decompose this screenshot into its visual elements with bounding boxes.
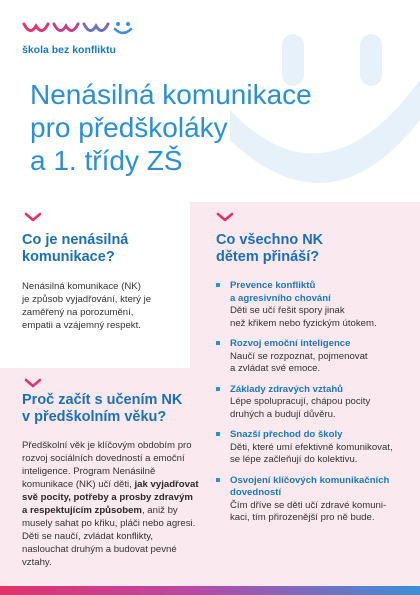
benefit-title: Rozvoj emoční inteligence bbox=[230, 338, 351, 349]
benefit-desc: Děti se učí řešit spory jinak než křikem nebo fyzickým útokem. bbox=[230, 305, 377, 329]
benefit-desc: Děti, které umí efektivně komunikovat, se lépe začleňují do kolektivu. bbox=[230, 441, 393, 465]
logo-wave-icon bbox=[22, 18, 142, 40]
bullet-icon bbox=[216, 283, 220, 287]
benefit-item bbox=[216, 338, 406, 376]
benefit-title: Prevence konfliktů a agresivního chování bbox=[230, 280, 331, 304]
benefit-desc: Čím dříve se děti učí zdravé komuni- kaci, tím přirozenější pro ně bude. bbox=[230, 499, 387, 523]
benefit-item bbox=[216, 384, 406, 422]
benefit-item bbox=[216, 475, 406, 525]
section-body: Nenásilná komunikace (NK) je způsob vyjadřování, který je zaměřený na porozumění, empatii a vzájemný respekt. bbox=[22, 281, 152, 331]
gradient-footer-bar bbox=[0, 586, 420, 595]
benefit-item bbox=[216, 280, 406, 330]
title-line: Nenásilná komunikace bbox=[30, 79, 312, 110]
title-line: a 1. třídy ZŠ bbox=[30, 145, 183, 176]
bullet-icon bbox=[216, 478, 220, 482]
logo bbox=[22, 18, 162, 56]
bullet-icon bbox=[216, 432, 220, 436]
page-title bbox=[30, 78, 330, 177]
section-why-preschool bbox=[22, 392, 200, 569]
title-line: pro předškoláky bbox=[30, 112, 228, 143]
benefit-title: Osvojení klíčových komunikačních dovedností bbox=[230, 474, 390, 498]
chevron-down-icon bbox=[216, 212, 234, 222]
section-benefits bbox=[216, 232, 406, 533]
section-heading: Co všechno NK dětem přináší? bbox=[216, 232, 324, 265]
benefit-title: Základy zdravých vztahů bbox=[230, 383, 344, 395]
section-what-is-nk bbox=[22, 232, 192, 332]
bullet-icon bbox=[216, 341, 220, 345]
section-heading: Proč začít s učením NK v předškolním věku? bbox=[22, 392, 183, 425]
chevron-down-icon bbox=[24, 212, 42, 222]
bullet-icon bbox=[216, 387, 220, 391]
benefit-desc: Naučí se rozpoznat, pojmenovat a zvládat své emoce. bbox=[230, 350, 368, 374]
logo-text: škola bez konfliktu bbox=[22, 44, 116, 56]
section-body: Předškolní věk je klíčovým obdobím pro rozvoj sociálních dovedností a emoční inteligence. Program Nenásilně komunikace (NK) učí děti, jak vyjadřovat svě pocity, potřeby a prosby zdravým a respektujícím způsobem, aniž by musely sahat po křiku, pláči nebo agresi. Děti se naučí, zvládat konflikty, naslouchat druhým a budovat pevné vztahy. bbox=[22, 440, 199, 568]
chevron-down-icon bbox=[24, 378, 42, 388]
benefit-title: Snazší přechod do školy bbox=[230, 429, 343, 440]
section-heading: Co je nenásilná komunikace? bbox=[22, 232, 129, 265]
benefit-desc: Lépe spolupracují, chápou pocity druhých a budují důvěru. bbox=[230, 396, 371, 420]
benefit-item bbox=[216, 429, 406, 467]
